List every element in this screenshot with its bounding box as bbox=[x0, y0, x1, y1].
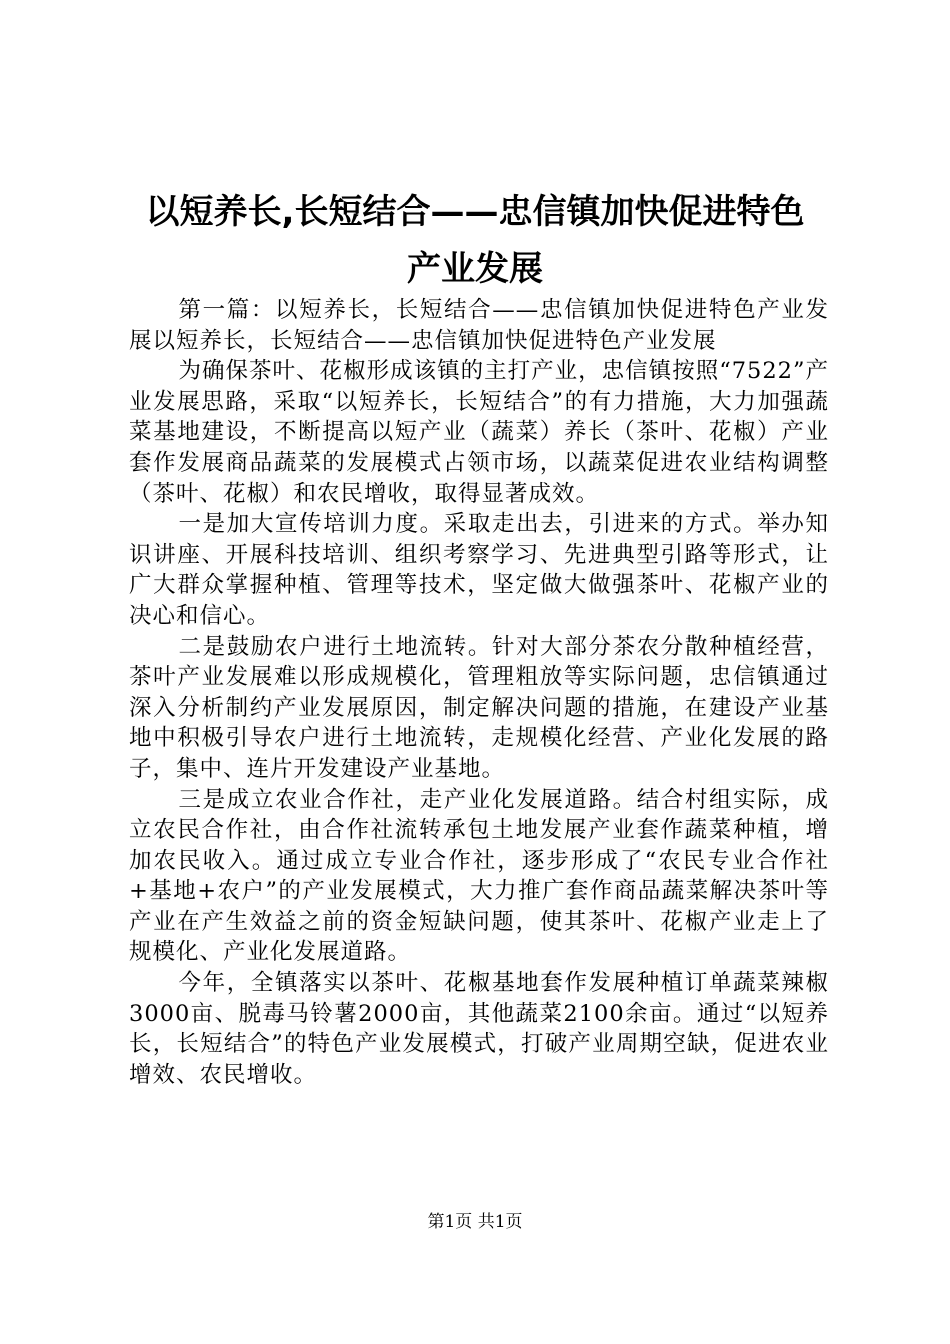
document-title-line1: 以短养长,长短结合——忠信镇加快促进特色 bbox=[145, 192, 805, 232]
paragraph-cooperative: 三是成立农业合作社，走产业化发展道路。结合村组实际，成立农民合作社，由合作社流转承包土地发展产业套作蔬菜种植，增加农民收入。通过成立专业合作社，逐步形成了“农民专业合作社+基地+农户”的产业发展模式，大力推广套作商品蔬菜解决茶叶等产业在产生效益之前的资金短缺问题，使其茶叶、花椒产业走上了规模化、产业化发展道路。 bbox=[129, 786, 829, 966]
paragraph-land-transfer: 二是鼓励农户进行土地流转。针对大部分茶农分散种植经营，茶叶产业发展难以形成规模化，管理粗放等实际问题，忠信镇通过深入分析制约产业发展原因，制定解决问题的措施，在建设产业基地中积极引导农户进行土地流转，走规模化经营、产业化发展的路子，集中、连片开发建设产业基地。 bbox=[129, 633, 829, 782]
document-body bbox=[129, 295, 829, 1090]
paragraph-intro: 第一篇：以短养长，长短结合——忠信镇加快促进特色产业发展以短养长，长短结合——忠信镇加快促进特色产业发展 bbox=[129, 297, 829, 354]
paragraph-training: 一是加大宣传培训力度。采取走出去，引进来的方式。举办知识讲座、开展科技培训、组织考察学习、先进典型引路等形式，让广大群众掌握种植、管理等技术，坚定做大做强茶叶、花椒产业的决心和信心。 bbox=[129, 511, 829, 629]
document-title-line2: 产业发展 bbox=[407, 249, 543, 289]
page-footer: 第1页 共1页 bbox=[427, 1212, 523, 1232]
paragraph-results: 今年，全镇落实以茶叶、花椒基地套作发展种植订单蔬菜辣椒3000亩、脱毒马铃薯2000亩，其他蔬菜2100余亩。通过“以短养长，长短结合”的特色产业发展模式，打破产业周期空缺，促进农业增效、农民增收。 bbox=[129, 970, 829, 1088]
paragraph-overview: 为确保茶叶、花椒形成该镇的主打产业，忠信镇按照“7522”产业发展思路，采取“以短养长，长短结合”的有力措施，大力加强蔬菜基地建设，不断提高以短产业（蔬菜）养长（茶叶、花椒）产业套作发展商品蔬菜的发展模式占领市场，以蔬菜促进农业结构调整（茶叶、花椒）和农民增收，取得显著成效。 bbox=[129, 358, 829, 507]
